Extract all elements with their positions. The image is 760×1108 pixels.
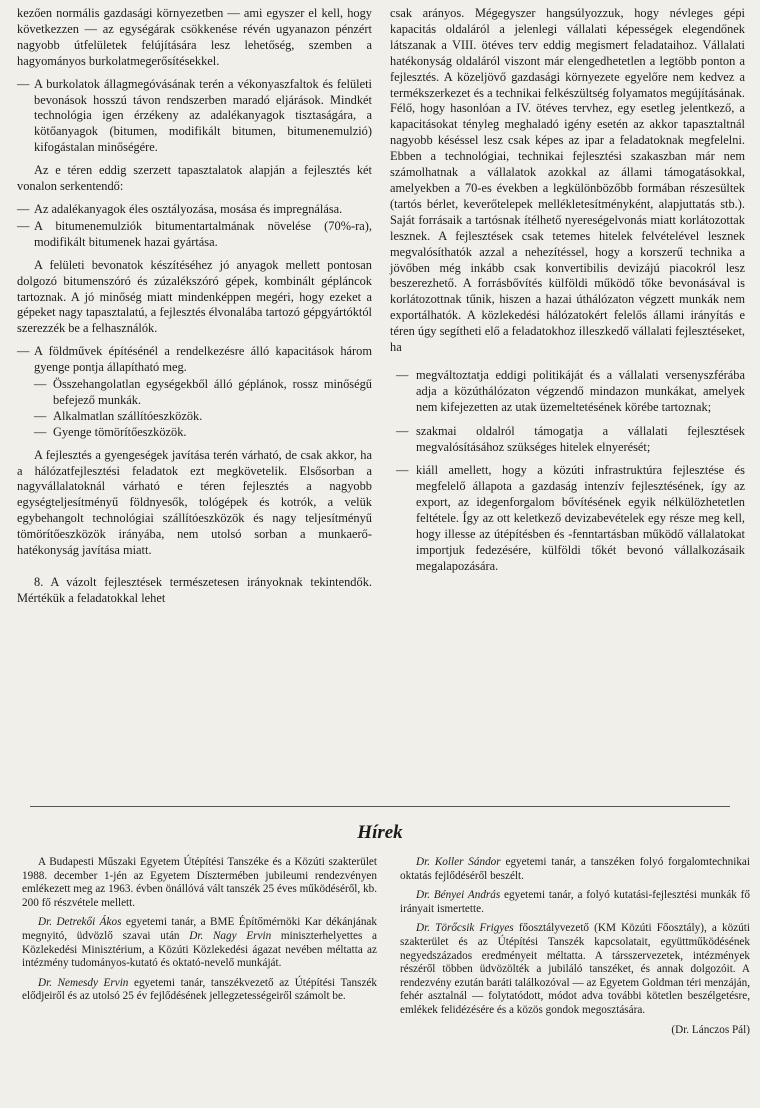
list-item-burkolat xyxy=(17,77,372,157)
news-text: egyetemi tanár, tanszékvezető az Útépítési Tanszék elődjeiről és az utolsó 25 év fejlődésének jellegzetességeiről számolt be. xyxy=(22,976,377,1003)
sub-item-text: Gyenge tömörítőeszközök. xyxy=(53,424,187,439)
paragraph-gyengeseg: A fejlesztés a gyengeségek javítása terén várható, de csak akkor, ha a hálózatfejlesztési feladatok ezt megkövetelik. Elsősorban a nagyvállalatoknál várható e téren fejlesztés a nagyobb egységteljesítményű földnyesők, tológépek és kotrók, a velük egybehangolt technológiai szállítóeszközök és nagy teljesítményű tömörítőeszközök irányába, nem utolsó sorban a munkaerő-hatékonyság javítása miatt. xyxy=(17,447,372,558)
dash-bullet: — xyxy=(34,424,47,439)
author-signature: (Dr. Lánczos Pál) xyxy=(671,1023,750,1036)
news-text: egyetemi tanár, a BME Építőmérnöki Kar dékánjának megnyitó, üdvözlő szavai után xyxy=(22,916,377,942)
section-divider xyxy=(30,806,730,807)
person-name: Dr. Detrekői Ákos xyxy=(38,916,122,929)
news-right-column xyxy=(400,856,750,1043)
list-item-2 xyxy=(390,424,745,456)
list-item-1 xyxy=(390,368,745,416)
dash-bullet: — xyxy=(34,408,47,423)
list-item-text: kiáll amellett, hogy a közúti infrastruktúra fejlesztése és megfelelő állapota a gazdaság intenzív fejlesztésének, így az export, az idegenforgalom bővítésének egyik nélkülözhetetlen feltétele. Így az ott keletkező devizabevételek egy része meg kell, hogy illesse az útépítésben és -fenntartásban működő vállalatokat importjuk fedezésére, külföldi tőkét bevonó vállalkozásaik megalapozására. xyxy=(416,463,745,573)
person-name: Dr. Bényei András xyxy=(416,889,501,902)
paragraph-tapasztalat: Az e téren eddig szerzett tapasztalatok alapján a fejlesztés két vonalon serkentendő: xyxy=(17,163,372,194)
dash-bullet: — xyxy=(396,463,409,478)
news-text: miniszterhelyettes a Közlekedési Minisztérium, a Közúti Közlekedési ágazat nevében méltatta az intézmény tudományos-kutató és oktató-nevelő munkáját. xyxy=(22,929,378,970)
news-paragraph xyxy=(400,922,750,1017)
news-left-column xyxy=(22,856,377,1010)
dash-bullet: — xyxy=(396,423,409,438)
paragraph-main: csak arányos. Mégegyszer hangsúlyozzuk, hogy névleges gépi kapacitás oldaláról a jelenlegi vállalati képességek elegendőnek látszanak a VIII. ötéves terv eddig megismert feladataihoz. Vállalati hatékonyság oldaláról viszont már elengedhetetlen a legtöbb ponton a fejlesztés. A közeljövő gazdasági környezete egyelőre nem kedvez a termékszerkezet és a technikai felkészültség folyamatos megújításának. Félő, hogy hasonlóan a IV. ötéves tervhez, egy esetleg jelentkező, a kapacitásokat tényleg meghaladó igény esetén az akkor tapasztaltnál nagyobb késéssel lesz csak képes az ipar a feladatoknak megfelelni. Ebben a technológiai, technikai fejlesztési szakaszban már nem számolhatnak a vállalatok azokkal az állami támogatásokkal, amelyekben a 70-es években a legkülönbözőbb formában részesültek (tartós bérlet, keverőtelepek mellékletesítményként, alapjuttatás stb.). Saját forrásaik a tartósnak ítélhető nyereségelvonás miatt korlátozottak lesznek. A fejlesztések csak tetemes hitelek felvételével lesznek megvalósíthatók azzal a nehezítéssel, hogy a korszerű technika a jövőben még inkább csak konvertibilis devizájú piacokról lesz beszerezhető. A forrásbővítés külföldi működő tőke bevonásával is korlátozottnak tűnik, hiszen a hazai úthálózaton végzett munkák nem exportálhatók. A közlekedési hálózatokért felelős állami irányítás e téren úgy segítheti elő a feladatokhoz illeszkedő vállalati fejlesztéseket, ha xyxy=(390,6,745,355)
dash-bullet: — xyxy=(34,377,47,392)
person-name: Dr. Nagy Ervin xyxy=(189,929,272,942)
dash-bullet: — xyxy=(17,76,30,91)
person-name: Dr. Koller Sándor xyxy=(416,856,501,868)
list-item-text: A földművek építésénél a rendelkezésre álló kapacitások három gyenge pontja állapítható meg. xyxy=(34,344,372,375)
list-item-bitumen xyxy=(17,219,372,251)
paragraph-intro: kezően normális gazdasági környezetben — ami egyszer el kell, hogy következzen — az egységárak csökkenése révén ugyanazon pénzért nagyobb útfelületek felújítására lesz lehetőség, szemben a hagyományos burkolatmegerősítésekkel. xyxy=(17,6,372,68)
news-text: főosztályvezető (KM Közúti Főosztály), a közúti szakterület és az Útépítési Tanszék kapcsolatait, együttműködésének negyedszázados eredményeit méltatta. A társszervezetek, intézmények részéről többen üdvözölték a jubiláló tanszéket, és annak dolgozóit. A rendezvény ezután baráti találkozóval — az Egyetem Goldman téri menzáján, fehér asztalnál — folytatódott, módot adva további kötetlen beszélgetésre, emlékek felidézésére és a közös gondok megosztására. xyxy=(400,922,750,1016)
paragraph-bevonatok: A felületi bevonatok készítéséhez jó anyagok mellett pontosan dolgozó bitumenszóró és zúzalékszóró gépek, kombinált gépláncok tartoznak. A jó minőség miatt mindenképpen megéri, hogy ezeket a gépeket nagy tapasztalatú, a fejlesztés élvonalába tartozó gépgyártóktól szerezzék be a felhasználók. xyxy=(17,257,372,336)
dash-bullet: — xyxy=(17,344,30,359)
sub-item-1 xyxy=(17,377,372,409)
paragraph-8: 8. A vázolt fejlesztések természetesen irányoknak tekintendők. Mértékük a feladatokkal lehet xyxy=(17,575,372,605)
sub-item-2 xyxy=(17,409,372,425)
news-text: egyetemi tanár, a tanszéken folyó forgalomtechnikai oktatás fejlődéséről beszélt. xyxy=(400,856,750,882)
list-item-foldmuvek xyxy=(17,344,372,376)
dash-bullet: — xyxy=(17,201,30,216)
dash-bullet: — xyxy=(17,218,30,233)
news-heading: Hírek xyxy=(357,822,403,843)
news-paragraph xyxy=(400,856,750,883)
list-item-adalek xyxy=(17,202,372,218)
person-name: Dr. Törőcsik Frigyes xyxy=(416,922,514,935)
news-paragraph xyxy=(400,889,750,916)
list-item-3 xyxy=(390,463,745,574)
sub-item-text: Összehangolatlan egységekből álló géplánok, rossz minőségű befejező munkák. xyxy=(53,377,372,407)
right-column xyxy=(390,6,745,583)
news-paragraph xyxy=(22,977,377,1004)
news-paragraph: A Budapesti Műszaki Egyetem Útépítési Tanszéke és a Közúti szakterület 1988. december 1-jén az Egyetem Dísztermében jubileumi rendezvényen emlékezett meg az 1963. évben önállóvá vált tanszék 25 éves működéséről, kb. 200 fő részvétele mellett. xyxy=(22,856,377,909)
list-item-text: A burkolatok állagmegóvásának terén a vékonyaszfaltok és felületi bevonások hosszú távon rendszerben maradó eljárások. Mindkét technológia igen érzékeny az adalékanyagok tisztaságára, a kötőanyagok (bitumen, modifikált bitumen, bitumenemulzió) kifogástalan minőségére. xyxy=(34,76,372,155)
left-column xyxy=(17,6,372,614)
person-name: Dr. Nemesdy Ervin xyxy=(38,976,129,989)
sub-item-3 xyxy=(17,425,372,441)
sub-item-text: Alkalmatlan szállítóeszközök. xyxy=(53,408,203,423)
list-item-text: A bitumenemulziók bitumentartalmának növelése (70%-ra), modifikált bitumenek hazai gyártása. xyxy=(34,218,372,249)
dash-bullet: — xyxy=(396,367,409,382)
list-item-text: szakmai oldalról támogatja a vállalati fejlesztések megvalósításához szükséges hitelek elnyerését; xyxy=(416,423,745,454)
list-item-text: Az adalékanyagok éles osztályozása, mosása és impregnálása. xyxy=(34,201,343,216)
news-text: egyetemi tanár, a folyó kutatási-fejlesztési munkák fő irányait ismertette. xyxy=(400,889,750,915)
news-paragraph xyxy=(22,916,377,970)
list-item-text: megváltoztatja eddigi politikáját és a vállalati versenyszférába adja a közúthálózaton végzendő mindazon munkákat, amelyek nem kifejezetten az utak üzemeltetésének körébe tartoznak; xyxy=(416,367,745,414)
